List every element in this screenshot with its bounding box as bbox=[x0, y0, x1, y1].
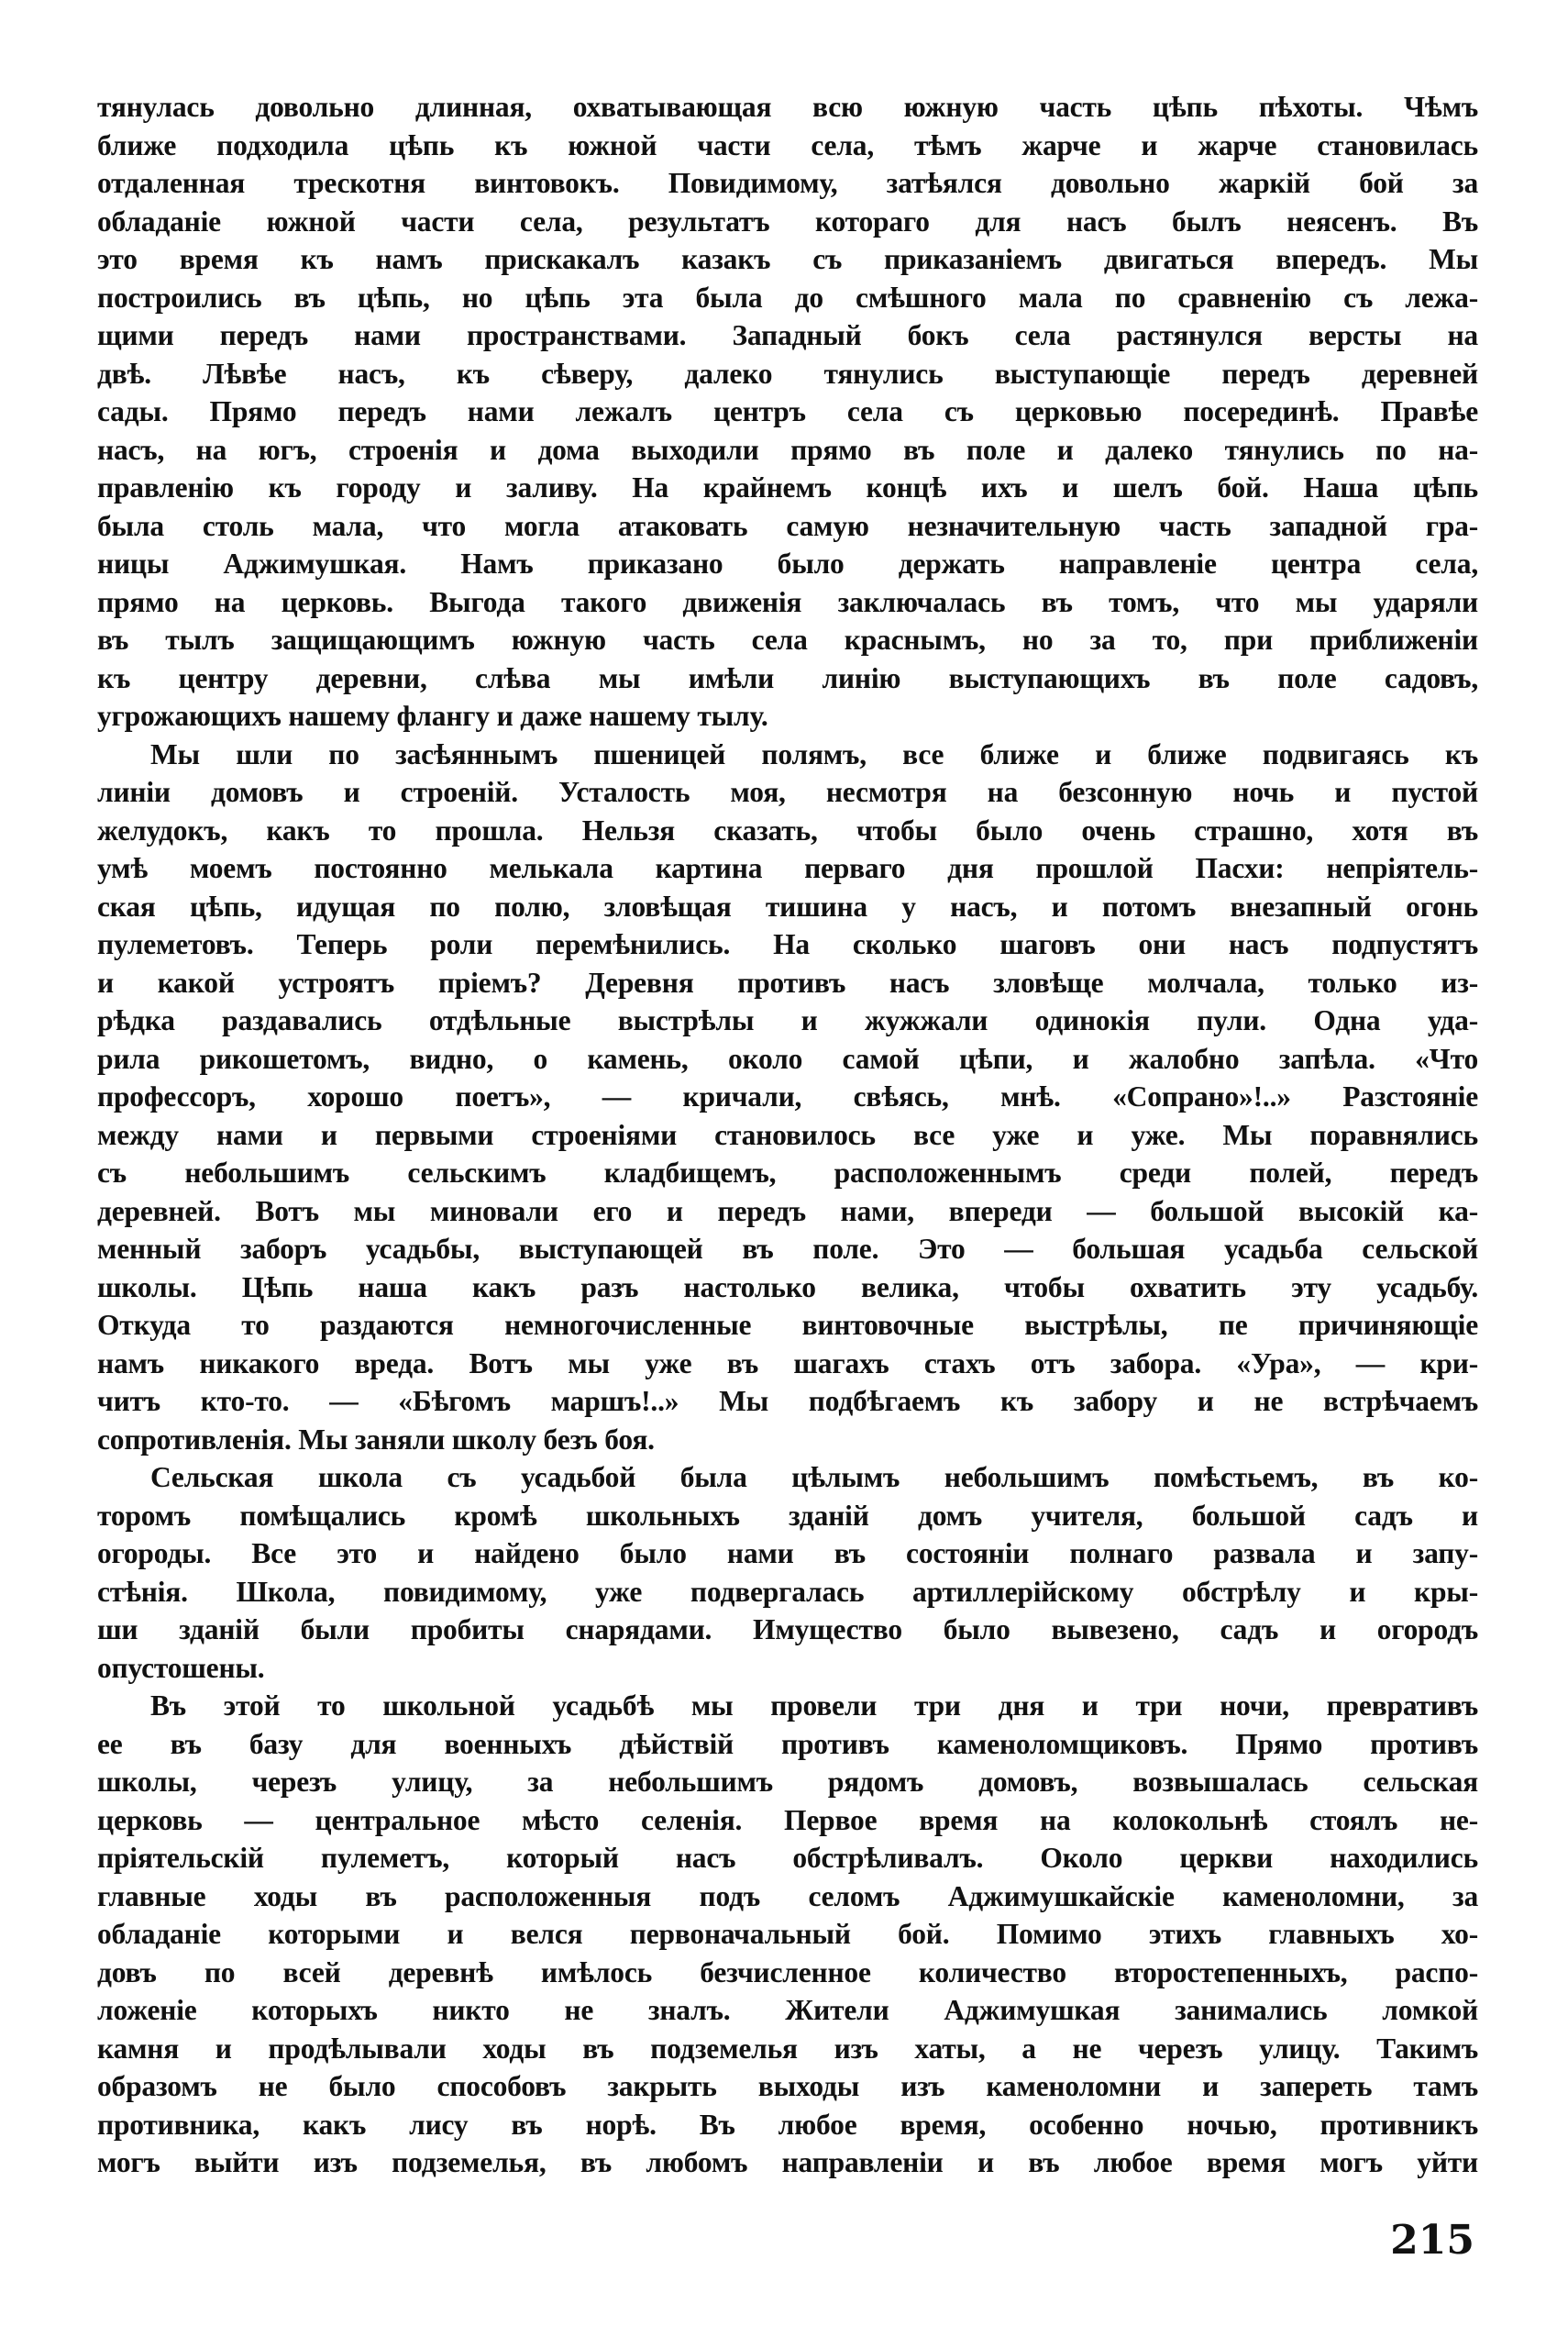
text-line: читъ кто-то. — «Бѣгомъ маршъ!..» Мы подбѣгаемъ къ забору и не встрѣчаемъ bbox=[97, 1385, 1478, 1417]
text-line: съ небольшимъ сельскимъ кладбищемъ, расположеннымъ среди полей, передъ bbox=[97, 1157, 1478, 1189]
text-line: деревней. Вотъ мы миновали его и передъ нами, впереди — большой высокій ка- bbox=[97, 1194, 1478, 1227]
text-line: тянулась довольно длинная, охватывающая всю южную часть цѣпь пѣхоты. Чѣмъ bbox=[97, 91, 1478, 123]
paragraph-4 bbox=[97, 1687, 1478, 2182]
text-line: насъ, на югъ, строенія и дома выходили прямо въ поле и далеко тянулись по на- bbox=[97, 433, 1478, 466]
text-line: Мы шли по засѣяннымъ пшеницей полямъ, все ближе и ближе подвигаясь къ bbox=[150, 737, 1478, 770]
text-line: сады. Прямо передъ нами лежалъ центръ села съ церковью посерединѣ. Правѣе bbox=[97, 395, 1478, 427]
text-line: менный заборъ усадьбы, выступающей въ поле. Это — большая усадьба сельской bbox=[97, 1233, 1478, 1265]
text-line: огороды. Все это и найдено было нами въ состояніи полнаго развала и запу- bbox=[97, 1537, 1478, 1569]
text-line: двѣ. Лѣвѣе насъ, къ сѣверу, далеко тянулись выступающіе передъ деревней bbox=[97, 357, 1478, 390]
text-line: въ тылъ защищающимъ южную часть села краснымъ, но за то, при приближеніи bbox=[97, 624, 1478, 656]
text-line: главные ходы въ расположенныя подъ селомъ Аджимушкайскіе каменоломни, за bbox=[97, 1879, 1478, 1912]
text-line: къ центру деревни, слѣва мы имѣли линію выступающихъ въ поле садовъ, bbox=[97, 661, 1478, 694]
text-line: могъ выйти изъ подземелья, въ любомъ направленіи и въ любое время могъ уйти bbox=[97, 2146, 1478, 2178]
text-line: Въ этой то школьной усадьбѣ мы провели три дня и три ночи, превративъ bbox=[150, 1689, 1478, 1722]
text-line: обладаніе южной части села, результатъ котораго для насъ былъ неясенъ. Въ bbox=[97, 205, 1478, 238]
text-line: была столь мала, что могла атаковать самую незначительную часть западной гра- bbox=[97, 509, 1478, 542]
text-line: ложеніе которыхъ никто не зналъ. Жители Аджимушкая занимались ломкой bbox=[97, 1994, 1478, 2026]
text-line: ее въ базу для военныхъ дѣйствій противъ каменоломщиковъ. Прямо противъ bbox=[97, 1727, 1478, 1760]
text-line: ближе подходила цѣпь къ южной части села, тѣмъ жарче и жарче становилась bbox=[97, 128, 1478, 161]
text-line: отдаленная трескотня винтовокъ. Повидимому, затѣялся довольно жаркій бой за bbox=[97, 167, 1478, 199]
text-line: стѣнія. Школа, повидимому, уже подвергалась артиллерійскому обстрѣлу и кры- bbox=[97, 1575, 1478, 1608]
text-line: умѣ моемъ постоянно мелькала картина перваго дня прошлой Пасхи: непріятель- bbox=[97, 852, 1478, 884]
text-line: намъ никакого вреда. Вотъ мы уже въ шагахъ стахъ отъ забора. «Ура», — кри- bbox=[97, 1346, 1478, 1379]
text-line: ницы Аджимушкая. Намъ приказано было держать направленіе центра села, bbox=[97, 548, 1478, 580]
text-line: торомъ помѣщались кромѣ школьныхъ зданій домъ учителя, большой садъ и bbox=[97, 1499, 1478, 1532]
text-line: прямо на церковь. Выгода такого движенія заключалась въ томъ, что мы ударяли bbox=[97, 585, 1478, 618]
text-line: это время къ намъ прискакалъ казакъ съ приказаніемъ двигаться впередъ. Мы bbox=[97, 243, 1478, 275]
text-line: между нами и первыми строеніями становилось все уже и уже. Мы поравнялись bbox=[97, 1118, 1478, 1151]
text-line: щими передъ нами пространствами. Западный бокъ села растянулся версты на bbox=[97, 319, 1478, 351]
text-line: камня и продѣлывали ходы въ подземелья изъ хаты, а не черезъ улицу. Такимъ bbox=[97, 2032, 1478, 2065]
text-line: правленію къ городу и заливу. На крайнемъ концѣ ихъ и шелъ бой. Наша цѣпь bbox=[97, 471, 1478, 504]
text-line: линіи домовъ и строеній. Усталость моя, несмотря на безсонную ночь и пустой bbox=[97, 776, 1478, 808]
paragraph-1 bbox=[97, 88, 1478, 736]
text-line: опустошены. bbox=[97, 1651, 265, 1684]
text-line: рила рикошетомъ, видно, о камень, около самой цѣпи, и жалобно запѣла. «Что bbox=[97, 1042, 1478, 1075]
text-line: образомъ не было способовъ закрыть выходы изъ каменоломни и запереть тамъ bbox=[97, 2070, 1478, 2102]
text-line: ская цѣпь, идущая по полю, зловѣщая тишина у насъ, и потомъ внезапный огонь bbox=[97, 890, 1478, 923]
text-line: довъ по всей деревнѣ имѣлось безчисленное количество второстепенныхъ, распо- bbox=[97, 1955, 1478, 1988]
text-line: противника, какъ лису въ норѣ. Въ любое время, особенно ночью, противникъ bbox=[97, 2108, 1478, 2141]
text-line: Откуда то раздаются немногочисленные винтовочные выстрѣлы, пе причиняющіе bbox=[97, 1309, 1478, 1341]
text-line: Сельская школа съ усадьбой была цѣлымъ небольшимъ помѣстьемъ, въ ко- bbox=[150, 1461, 1478, 1493]
text-line: сопротивленія. Мы заняли школу безъ боя. bbox=[97, 1423, 655, 1456]
text-line: ши зданій были пробиты снарядами. Имущество было вывезено, садъ и огородъ bbox=[97, 1613, 1478, 1645]
page-text-block bbox=[97, 88, 1478, 2182]
text-line: желудокъ, какъ то прошла. Нельзя сказать, чтобы было очень страшно, хотя въ bbox=[97, 814, 1478, 847]
text-line: построились въ цѣпь, но цѣпь эта была до смѣшного мала по сравненію съ лежа- bbox=[97, 281, 1478, 314]
paragraph-2 bbox=[97, 736, 1478, 1459]
text-line: школы. Цѣпь наша какъ разъ настолько велика, чтобы охватить эту усадьбу. bbox=[97, 1270, 1478, 1303]
text-line: и какой устроятъ пріемъ? Деревня противъ насъ зловѣще молчала, только из- bbox=[97, 966, 1478, 999]
paragraph-3 bbox=[97, 1458, 1478, 1687]
text-line: угрожающихъ нашему флангу и даже нашему тылу. bbox=[97, 700, 768, 732]
text-line: пріятельскій пулеметъ, который насъ обстрѣливалъ. Около церкви находились bbox=[97, 1842, 1478, 1874]
text-line: пулеметовъ. Теперь роли перемѣнились. На сколько шаговъ они насъ подпустятъ bbox=[97, 928, 1478, 960]
text-line: обладаніе которыми и велся первоначальный бой. Помимо этихъ главныхъ хо- bbox=[97, 1918, 1478, 1950]
text-line: рѣдка раздавались отдѣльные выстрѣлы и жужжали одинокія пули. Одна уда- bbox=[97, 1004, 1478, 1036]
text-line: школы, черезъ улицу, за небольшимъ рядомъ домовъ, возвышалась сельская bbox=[97, 1766, 1478, 1798]
page-number: 215 bbox=[1390, 2217, 1474, 2264]
text-line: церковь — центральное мѣсто селенія. Первое время на колокольнѣ стоялъ не- bbox=[97, 1803, 1478, 1836]
text-line: профессоръ, хорошо поетъ», — кричали, свѣясь, мнѣ. «Сопрано»!..» Разстояніе bbox=[97, 1080, 1478, 1113]
